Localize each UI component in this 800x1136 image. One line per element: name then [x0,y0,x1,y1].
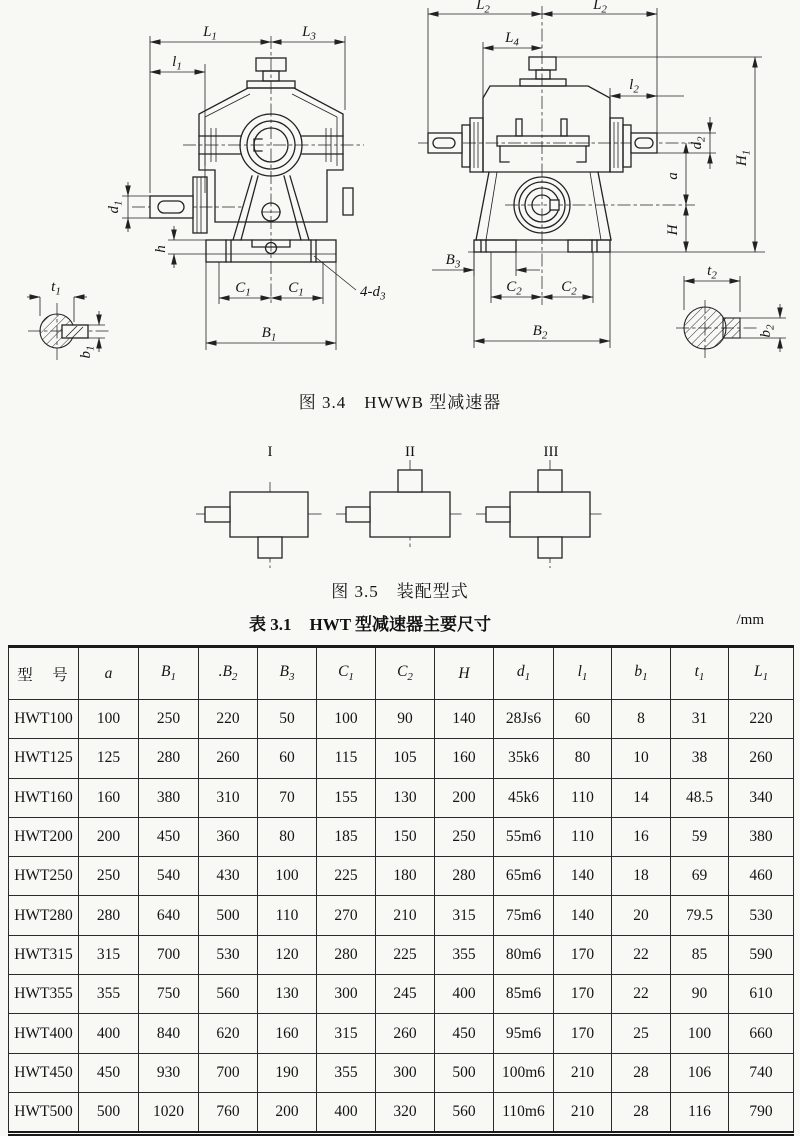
value-cell: 610 [729,975,794,1014]
value-cell: 280 [139,739,199,778]
value-cell: 340 [729,778,794,817]
dim-label-d1: $d_1$ [106,200,125,214]
table-row [9,975,794,1014]
value-cell: 430 [199,857,258,896]
value-cell: 80 [554,739,612,778]
value-cell: 90 [671,975,729,1014]
value-cell: 100 [258,857,317,896]
value-cell: 100 [317,700,376,739]
figure-3-5-drawing [0,440,800,576]
value-cell: 270 [317,896,376,935]
value-cell: 14 [612,778,671,817]
model-cell: HWT450 [9,1053,79,1092]
value-cell: 28 [612,1053,671,1092]
value-cell: 355 [79,975,139,1014]
dimension-table [8,645,794,1136]
value-cell: 315 [317,1014,376,1053]
value-cell: 640 [139,896,199,935]
value-cell: 1020 [139,1092,199,1133]
dim-label-B1: $B_1$ [261,325,277,344]
column-header: $b_1$ [612,647,671,700]
variant-label-2: II [405,444,415,460]
value-cell: 100 [671,1014,729,1053]
value-cell: 700 [199,1053,258,1092]
value-cell: 10 [612,739,671,778]
value-cell: 200 [79,817,139,856]
value-cell: 450 [435,1014,494,1053]
value-cell: 106 [671,1053,729,1092]
value-cell: 59 [671,817,729,856]
value-cell: 110 [554,817,612,856]
dim-label-l2: $l_2$ [629,77,639,96]
table-row [9,1053,794,1092]
table-label: 表 3.1 [248,615,292,634]
value-cell: 70 [258,778,317,817]
value-cell: 540 [139,857,199,896]
value-cell: 140 [435,700,494,739]
value-cell: 315 [435,896,494,935]
column-header: $d_1$ [494,647,554,700]
value-cell: 170 [554,975,612,1014]
value-cell: 320 [376,1092,435,1133]
dim-label-a: a [665,172,681,180]
column-header: $B_3$ [258,647,317,700]
value-cell: 85 [671,935,729,974]
value-cell: 260 [376,1014,435,1053]
value-cell: 280 [79,896,139,935]
value-cell: 530 [729,896,794,935]
value-cell: 460 [729,857,794,896]
value-cell: 115 [317,739,376,778]
value-cell: 280 [435,857,494,896]
value-cell: 450 [139,817,199,856]
model-cell: HWT160 [9,778,79,817]
unit-label: /mm [736,612,764,628]
model-cell: HWT315 [9,935,79,974]
value-cell: 210 [554,1092,612,1133]
value-cell: 75m6 [494,896,554,935]
value-cell: 85m6 [494,975,554,1014]
value-cell: 790 [729,1092,794,1133]
model-cell: HWT250 [9,857,79,896]
value-cell: 185 [317,817,376,856]
value-cell: 160 [258,1014,317,1053]
dim-label-C1-right: $C_1$ [288,280,304,299]
value-cell: 80m6 [494,935,554,974]
value-cell: 38 [671,739,729,778]
table-title-text: HWT 型减速器主要尺寸 [309,615,491,634]
column-header: $C_1$ [317,647,376,700]
value-cell: 140 [554,857,612,896]
value-cell: 355 [435,935,494,974]
assembly-variant-3 [476,444,602,568]
value-cell: 180 [376,857,435,896]
input-shaft-section [27,279,110,360]
table-row [9,700,794,739]
value-cell: 400 [79,1014,139,1053]
value-cell: 170 [554,1014,612,1053]
dim-label-t2: $t_2$ [707,263,717,282]
value-cell: 190 [258,1053,317,1092]
value-cell: 260 [729,739,794,778]
value-cell: 760 [199,1092,258,1133]
value-cell: 155 [317,778,376,817]
value-cell: 18 [612,857,671,896]
value-cell: 500 [435,1053,494,1092]
table-row [9,935,794,974]
value-cell: 930 [139,1053,199,1092]
dim-label-H: H [665,224,681,236]
dim-label-L2-left: $L_2$ [476,0,490,16]
figure-3-5-caption: 图 3.5 装配型式 [331,582,469,601]
table-row [9,817,794,856]
value-cell: 150 [376,817,435,856]
model-cell: HWT100 [9,700,79,739]
dim-label-C2-left: $C_2$ [506,279,522,298]
dim-label-L3: $L_3$ [302,24,316,43]
table-title [0,610,740,635]
value-cell: 560 [199,975,258,1014]
value-cell: 79.5 [671,896,729,935]
value-cell: 660 [729,1014,794,1053]
table-row [9,739,794,778]
value-cell: 220 [199,700,258,739]
value-cell: 560 [435,1092,494,1133]
value-cell: 31 [671,700,729,739]
assembly-variant-2 [336,444,462,548]
value-cell: 140 [554,896,612,935]
table-row [9,896,794,935]
dim-label-b2: $b_2$ [758,324,777,338]
model-cell: HWT400 [9,1014,79,1053]
value-cell: 120 [258,935,317,974]
value-cell: 35k6 [494,739,554,778]
dim-label-C1-left: $C_1$ [235,280,251,299]
value-cell: 69 [671,857,729,896]
column-header: $L_1$ [729,647,794,700]
value-cell: 60 [258,739,317,778]
value-cell: 110 [258,896,317,935]
value-cell: 28Js6 [494,700,554,739]
value-cell: 55m6 [494,817,554,856]
value-cell: 700 [139,935,199,974]
value-cell: 45k6 [494,778,554,817]
left-view-reducer [106,24,386,350]
model-cell: HWT355 [9,975,79,1014]
value-cell: 25 [612,1014,671,1053]
variant-label-3: III [543,444,559,460]
value-cell: 65m6 [494,857,554,896]
table-row [9,1092,794,1133]
table-header-row [9,647,794,700]
dim-label-b1: $b_1$ [78,345,97,359]
value-cell: 590 [729,935,794,974]
value-cell: 400 [317,1092,376,1133]
value-cell: 20 [612,896,671,935]
value-cell: 60 [554,700,612,739]
dim-label-L1: $L_1$ [203,24,217,43]
column-header: $C_2$ [376,647,435,700]
value-cell: 8 [612,700,671,739]
value-cell: 380 [729,817,794,856]
value-cell: 110m6 [494,1092,554,1133]
value-cell: 250 [435,817,494,856]
dim-label-t1: $t_1$ [51,279,61,298]
value-cell: 450 [79,1053,139,1092]
model-cell: HWT200 [9,817,79,856]
value-cell: 16 [612,817,671,856]
column-header: $B_1$ [139,647,199,700]
value-cell: 315 [79,935,139,974]
value-cell: 210 [376,896,435,935]
value-cell: 280 [317,935,376,974]
value-cell: 110 [554,778,612,817]
table-title-bar [0,610,800,636]
value-cell: 100m6 [494,1053,554,1092]
value-cell: 380 [139,778,199,817]
column-header: $l_1$ [554,647,612,700]
figure-3-4-drawing [0,0,800,385]
value-cell: 28 [612,1092,671,1133]
value-cell: 400 [435,975,494,1014]
dim-label-l1: $l_1$ [172,54,182,73]
table-row [9,857,794,896]
right-view-reducer [418,0,765,348]
value-cell: 125 [79,739,139,778]
dim-label-L2-right: $L_2$ [593,0,607,16]
value-cell: 300 [317,975,376,1014]
column-header: a [79,647,139,700]
table-row [9,1014,794,1053]
dim-label-4d3: $4-d_3$ [360,284,386,303]
value-cell: 530 [199,935,258,974]
assembly-variant-1 [196,444,322,568]
value-cell: 500 [79,1092,139,1133]
value-cell: 500 [199,896,258,935]
value-cell: 620 [199,1014,258,1053]
value-cell: 360 [199,817,258,856]
dim-label-B2: $B_2$ [532,323,548,342]
column-header: H [435,647,494,700]
value-cell: 300 [376,1053,435,1092]
value-cell: 130 [376,778,435,817]
model-cell: HWT125 [9,739,79,778]
value-cell: 160 [79,778,139,817]
value-cell: 90 [376,700,435,739]
value-cell: 220 [729,700,794,739]
value-cell: 740 [729,1053,794,1092]
value-cell: 750 [139,975,199,1014]
value-cell: 116 [671,1092,729,1133]
value-cell: 225 [317,857,376,896]
table-row [9,778,794,817]
model-cell: HWT500 [9,1092,79,1133]
value-cell: 105 [376,739,435,778]
dim-label-C2-right: $C_2$ [561,279,577,298]
dim-label-d2: $d_2$ [689,136,708,150]
figure-3-4-caption: 图 3.4 HWWB 型减速器 [298,393,502,412]
value-cell: 355 [317,1053,376,1092]
column-header: $.B_2$ [199,647,258,700]
column-header: 型 号 [9,647,79,700]
dim-label-H1: $H_1$ [734,149,753,167]
value-cell: 50 [258,700,317,739]
value-cell: 100 [79,700,139,739]
value-cell: 95m6 [494,1014,554,1053]
value-cell: 130 [258,975,317,1014]
value-cell: 48.5 [671,778,729,817]
value-cell: 170 [554,935,612,974]
output-shaft-section [676,263,786,358]
dim-label-L4: $L_4$ [505,30,519,49]
value-cell: 840 [139,1014,199,1053]
dim-label-B3: $B_3$ [445,252,461,271]
value-cell: 225 [376,935,435,974]
dim-label-h: h [153,245,169,253]
value-cell: 22 [612,935,671,974]
value-cell: 310 [199,778,258,817]
value-cell: 250 [79,857,139,896]
value-cell: 80 [258,817,317,856]
value-cell: 160 [435,739,494,778]
variant-label-1: I [267,444,273,460]
value-cell: 200 [258,1092,317,1133]
value-cell: 22 [612,975,671,1014]
value-cell: 200 [435,778,494,817]
value-cell: 245 [376,975,435,1014]
model-cell: HWT280 [9,896,79,935]
column-header: $t_1$ [671,647,729,700]
value-cell: 210 [554,1053,612,1092]
value-cell: 260 [199,739,258,778]
value-cell: 250 [139,700,199,739]
